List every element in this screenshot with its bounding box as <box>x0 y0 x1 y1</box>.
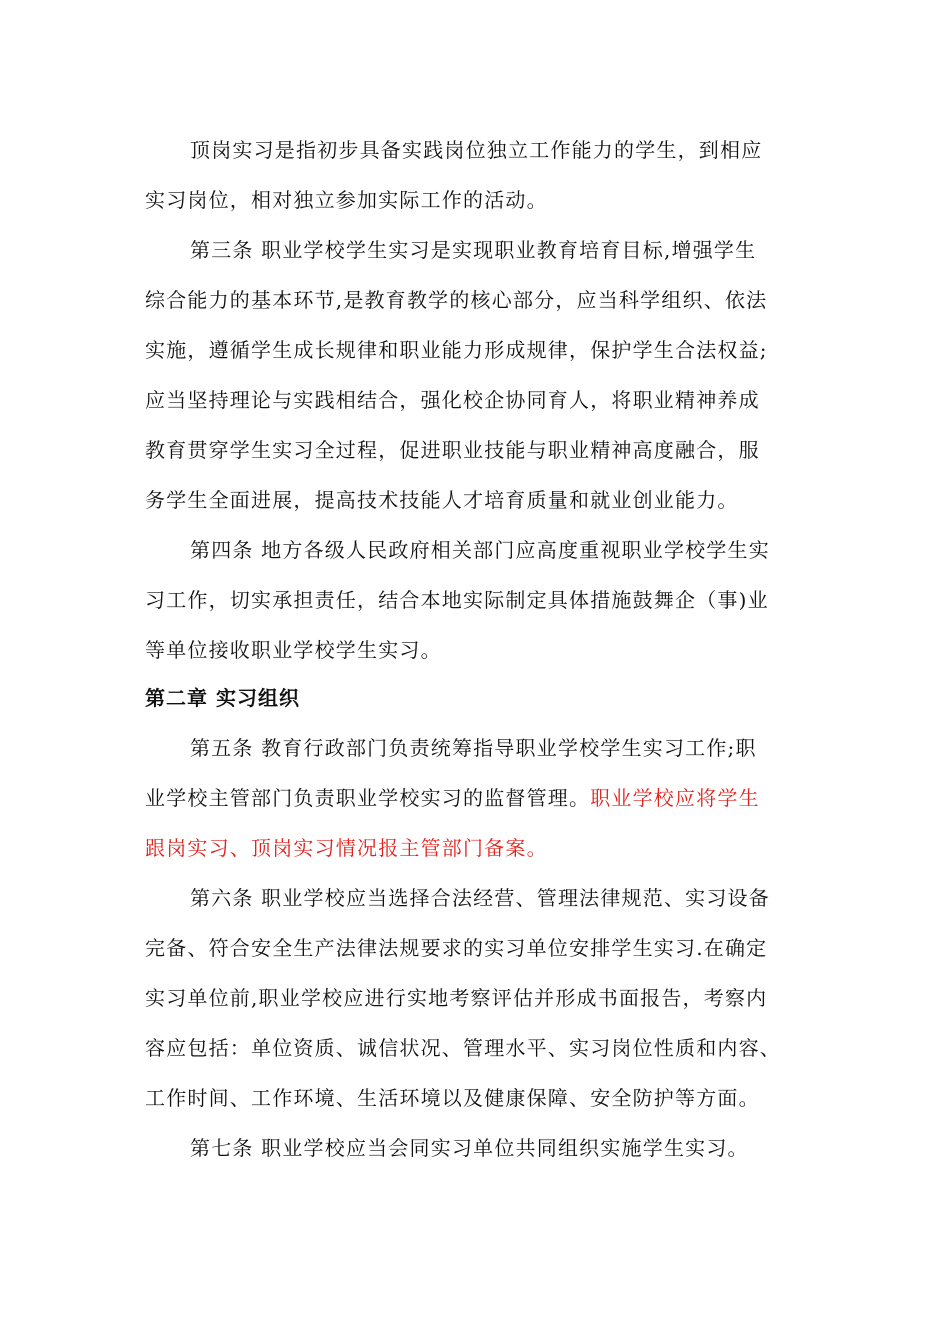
article-5-line-1: 第五条 教育行政部门负责统筹指导职业学校学生实习工作;职 <box>190 736 757 760</box>
article-6-line-4: 容应包括：单位资质、诚信状况、管理水平、实习岗位性质和内容、 <box>145 1036 781 1060</box>
paragraph-definition-line-1: 顶岗实习是指初步具备实践岗位独立工作能力的学生，到相应 <box>190 138 763 162</box>
article-5-text: 业学校主管部门负责职业学校实习的监督管理。 <box>145 786 591 810</box>
article-3-line-3: 实施，遵循学生成长规律和职业能力形成规律，保护学生合法权益; <box>145 338 768 362</box>
article-6-line-2: 完备、符合安全生产法律法规要求的实习单位安排学生实习.在确定 <box>145 936 768 960</box>
article-7-line-1: 第七条 职业学校应当会同实习单位共同组织实施学生实习。 <box>190 1136 749 1160</box>
article-6-line-3: 实习单位前,职业学校应进行实地考察评估并形成书面报告，考察内 <box>145 986 768 1010</box>
paragraph-definition-line-2: 实习岗位，相对独立参加实际工作的活动。 <box>145 188 548 212</box>
article-4-line-2: 习工作，切实承担责任，结合本地实际制定具体措施鼓舞企（事)业 <box>145 588 769 612</box>
article-6-line-5: 工作时间、工作环境、生活环境以及健康保障、安全防护等方面。 <box>145 1086 760 1110</box>
article-3-line-2: 综合能力的基本环节,是教育教学的核心部分，应当科学组织、依法 <box>145 288 768 312</box>
article-3-line-6: 务学生全面进展，提高技术技能人才培育质量和就业创业能力。 <box>145 488 739 512</box>
article-3-line-4: 应当坚持理论与实践相结合，强化校企协同育人，将职业精神养成 <box>145 388 760 412</box>
chapter-heading: 第二章 实习组织 <box>145 686 300 710</box>
article-4-line-3: 等单位接收职业学校学生实习。 <box>145 638 442 662</box>
article-5-highlight: 职业学校应将学生 <box>590 786 760 810</box>
article-5-highlight-line: 跟岗实习、顶岗实习情况报主管部门备案。 <box>145 836 548 860</box>
article-3-line-1: 第三条 职业学校学生实习是实现职业教育培育目标,增强学生 <box>190 238 757 262</box>
article-4-line-1: 第四条 地方各级人民政府相关部门应高度重视职业学校学生实 <box>190 538 770 562</box>
article-5-line-2 <box>145 786 760 810</box>
article-6-line-1: 第六条 职业学校应当选择合法经营、管理法律规范、实习设备 <box>190 886 770 910</box>
article-3-line-5: 教育贯穿学生实习全过程，促进职业技能与职业精神高度融合，服 <box>145 438 760 462</box>
